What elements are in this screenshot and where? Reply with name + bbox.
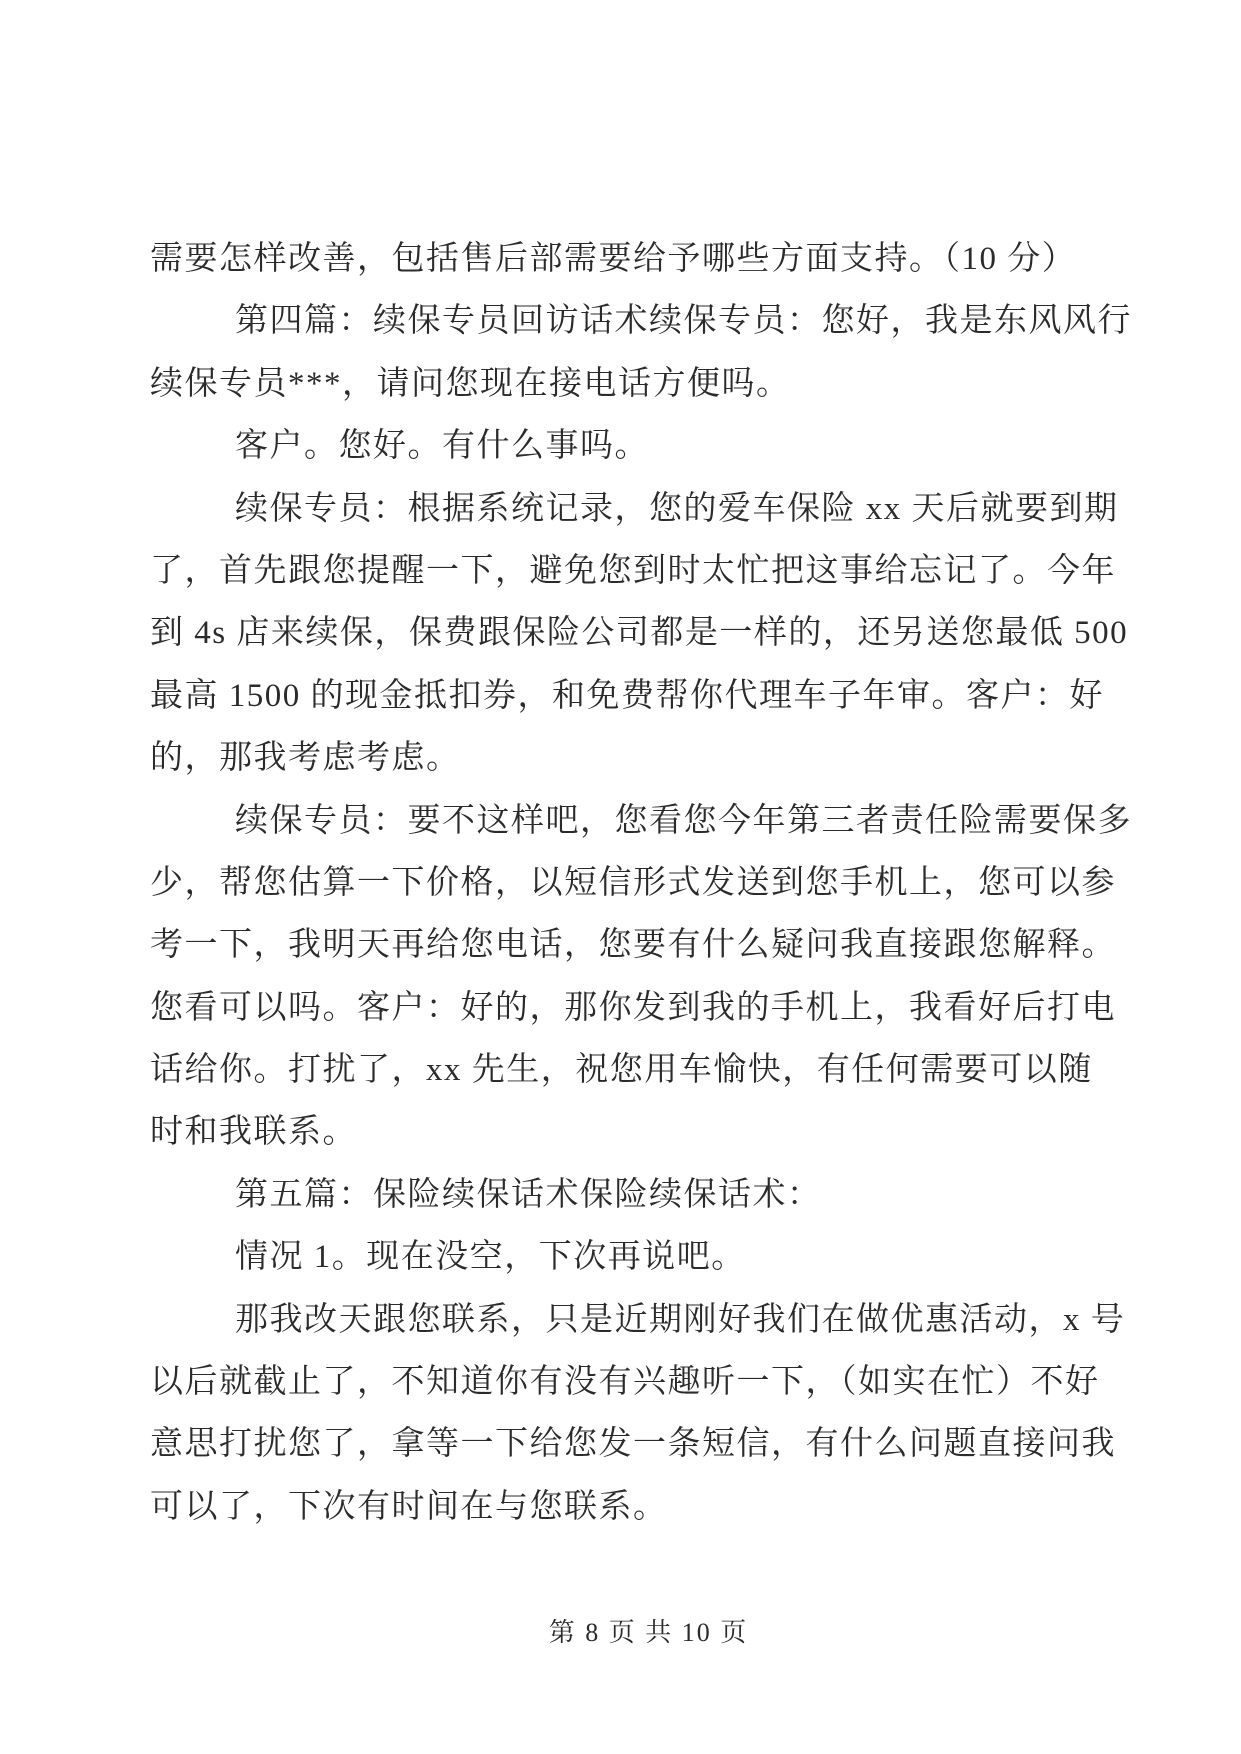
- text-line: 到 4s 店来续保，保费跟保险公司都是一样的，还另送您最低 500: [150, 615, 1129, 652]
- text-line: 情况 1。现在没空，下次再说吧。: [235, 1239, 746, 1276]
- text-line: 话给你。打扰了，xx 先生，祝您用车愉快，有任何需要可以随: [150, 1052, 1093, 1089]
- text-line: 考一下，我明天再给您电话，您要有什么疑问我直接跟您解释。: [150, 927, 1116, 964]
- text-line: 第五篇：保险续保话术保险续保话术：: [235, 1176, 822, 1213]
- page-number-label: 第 8 页 共 10 页: [548, 1618, 749, 1647]
- text-line: 可以了，下次有时间在与您联系。: [150, 1488, 668, 1525]
- text-line: 了，首先跟您提醒一下，避免您到时太忙把这事给忘记了。今年: [150, 552, 1116, 589]
- page-footer: [28, 1612, 1241, 1649]
- text-line: 续保专员***，请问您现在接电话方便吗。: [150, 365, 791, 402]
- text-line: 以后就截止了，不知道你有没有兴趣听一下，（如实在忙）不好: [150, 1364, 1100, 1401]
- text-line: 少，帮您估算一下价格，以短信形式发送到您手机上，您可以参: [150, 864, 1116, 901]
- text-line: 您看可以吗。客户：好的，那你发到我的手机上，我看好后打电: [150, 989, 1116, 1026]
- text-line: 意思打扰您了，拿等一下给您发一条短信，有什么问题直接问我: [150, 1426, 1116, 1463]
- text-line: 续保专员：根据系统记录，您的爱车保险 xx 天后就要到期: [235, 490, 1119, 527]
- text-line: 续保专员：要不这样吧，您看您今年第三者责任险需要保多: [235, 802, 1132, 839]
- text-line: 最高 1500 的现金抵扣券，和免费帮你代理车子年审。客户：好: [150, 677, 1104, 714]
- text-line: 第四篇：续保专员回访话术续保专员：您好，我是东风风行: [235, 303, 1132, 340]
- document-body: [150, 228, 1132, 1538]
- text-line: 时和我联系。: [150, 1114, 357, 1151]
- text-line: 需要怎样改善，包括售后部需要给予哪些方面支持。（10 分）: [150, 241, 1077, 277]
- text-line: 那我改天跟您联系，只是近期刚好我们在做优惠活动，x 号: [235, 1301, 1126, 1338]
- text-line: 客户。您好。有什么事吗。: [235, 428, 649, 465]
- text-line: 的，那我考虑考虑。: [150, 740, 461, 777]
